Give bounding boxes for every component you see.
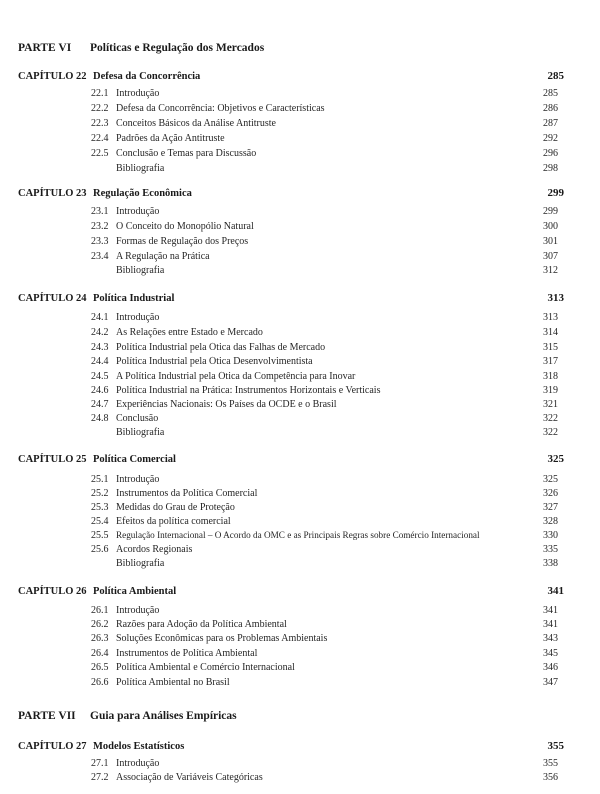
entry-title: A Política Industrial pela Ótica da Competência para Inovar (116, 371, 356, 382)
entry-title: Política Ambiental e Comércio Internacional (116, 662, 295, 673)
entry-title: Regulação Internacional – O Acordo da OMC e as Principais Regras sobre Comércio Internacional (116, 530, 480, 540)
entry-page: 346 (543, 662, 558, 673)
entry-title: Padrões da Ação Antitruste (116, 133, 225, 144)
entry-page: 322 (543, 413, 558, 424)
chapter-heading[interactable] (18, 585, 564, 597)
toc-entry[interactable] (91, 427, 558, 438)
part-title: Políticas e Regulação dos Mercados (90, 42, 265, 54)
toc-entry[interactable] (91, 385, 558, 396)
toc-entry[interactable] (91, 103, 558, 114)
entry-number: 24.7 (91, 399, 109, 410)
entry-title: Política Ambiental no Brasil (116, 677, 230, 688)
chapter-heading[interactable] (18, 70, 564, 82)
part-label: PARTE VI (18, 42, 72, 54)
chapter-page: 299 (547, 187, 564, 199)
toc-entry[interactable] (91, 163, 558, 174)
entry-page: 315 (543, 342, 558, 353)
entry-number: 24.3 (91, 342, 109, 353)
entry-page: 326 (543, 488, 558, 499)
entry-page: 299 (543, 206, 558, 217)
toc-entry[interactable] (91, 118, 558, 129)
entry-page: 341 (543, 619, 558, 630)
toc-entry[interactable] (91, 530, 558, 541)
entry-number: 26.5 (91, 662, 109, 673)
entry-title: Defesa da Concorrência: Objetivos e Características (116, 103, 325, 114)
toc-entry[interactable] (91, 662, 558, 673)
entry-number: 24.4 (91, 356, 109, 367)
toc-entry[interactable] (91, 758, 558, 769)
entry-page: 301 (543, 236, 558, 247)
entry-title: Bibliografia (116, 558, 165, 569)
entry-page: 285 (543, 88, 558, 99)
entry-title: Conclusão e Temas para Discussão (116, 148, 257, 159)
entry-page: 298 (543, 163, 558, 174)
entry-number: 23.1 (91, 206, 109, 217)
toc-entry[interactable] (91, 648, 558, 659)
entry-title: Política Industrial pela Ótica das Falhas de Mercado (116, 342, 326, 353)
toc-entry[interactable] (91, 544, 558, 555)
toc-entry[interactable] (91, 633, 558, 644)
chapter-page: 325 (547, 453, 564, 465)
chapter-page: 341 (547, 585, 564, 597)
toc-entry[interactable] (91, 206, 558, 217)
entry-number: 25.2 (91, 488, 109, 499)
entry-page: 300 (543, 221, 558, 232)
entry-page: 325 (543, 474, 558, 485)
entry-number: 22.5 (91, 148, 109, 159)
entry-title: As Relações entre Estado e Mercado (116, 327, 263, 338)
entry-title: Introdução (116, 88, 160, 99)
chapter-page: 285 (547, 70, 564, 82)
entry-title: Introdução (116, 474, 160, 485)
entry-title: Conclusão (116, 413, 159, 424)
entry-number: 22.4 (91, 133, 109, 144)
toc-entry[interactable] (91, 251, 558, 262)
entry-page: 286 (543, 103, 558, 114)
entry-page: 335 (543, 544, 558, 555)
chapter-label: CAPÍTULO 25 (18, 454, 87, 465)
chapter-label: CAPÍTULO 24 (18, 293, 87, 304)
toc-entry[interactable] (91, 677, 558, 688)
chapter-label: CAPÍTULO 23 (18, 188, 87, 199)
entry-page: 347 (543, 677, 558, 688)
chapter-title: Defesa da Concorrência (93, 71, 201, 82)
entry-title: Bibliografia (116, 427, 165, 438)
chapter-title: Política Ambiental (93, 586, 177, 597)
entry-number: 24.2 (91, 327, 109, 338)
entry-title: O Conceito do Monopólio Natural (116, 221, 254, 232)
entry-number: 25.1 (91, 474, 109, 485)
entry-title: Medidas do Grau de Proteção (116, 502, 235, 513)
chapter-title: Modelos Estatísticos (93, 741, 185, 752)
entry-number: 26.4 (91, 648, 109, 659)
entry-title: Política Industrial pela Ótica Desenvolvimentista (116, 356, 313, 367)
entry-number: 26.2 (91, 619, 109, 630)
entry-page: 317 (543, 356, 558, 367)
entry-number: 24.8 (91, 413, 109, 424)
entry-number: 25.3 (91, 502, 109, 513)
entry-page: 327 (543, 502, 558, 513)
part-heading (18, 42, 264, 54)
entry-page: 345 (543, 648, 558, 659)
entry-number: 22.1 (91, 88, 109, 99)
part-heading (18, 710, 237, 722)
entry-title: Conceitos Básicos da Análise Antitruste (116, 118, 276, 129)
entry-page: 321 (543, 399, 558, 410)
entry-title: A Regulação na Prática (116, 251, 210, 262)
entry-number: 24.1 (91, 312, 109, 323)
entry-title: Formas de Regulação dos Preços (116, 236, 249, 247)
chapter-page: 355 (547, 740, 564, 752)
entry-page: 341 (543, 605, 558, 616)
entry-page: 313 (543, 312, 558, 323)
toc-entry[interactable] (91, 413, 558, 424)
entry-number: 25.5 (91, 530, 109, 541)
entry-page: 314 (543, 327, 558, 338)
entry-page: 338 (543, 558, 558, 569)
toc-entry[interactable] (91, 772, 558, 783)
entry-number: 25.4 (91, 516, 109, 527)
toc-entry[interactable] (91, 221, 558, 232)
entry-title: Bibliografia (116, 265, 165, 276)
entry-number: 27.1 (91, 758, 109, 769)
toc-entry[interactable] (91, 133, 558, 144)
entry-number: 24.6 (91, 385, 109, 396)
entry-title: Associação de Variáveis Categóricas (116, 772, 263, 783)
entry-page: 318 (543, 371, 558, 382)
entry-title: Política Industrial na Prática: Instrumentos Horizontais e Verticais (116, 385, 381, 396)
entry-number: 23.2 (91, 221, 109, 232)
chapter-label: CAPÍTULO 22 (18, 71, 87, 82)
toc-entry[interactable] (91, 312, 558, 323)
entry-title: Introdução (116, 206, 160, 217)
entry-number: 27.2 (91, 772, 109, 783)
entry-page: 307 (543, 251, 558, 262)
toc-entry[interactable] (91, 356, 558, 367)
toc-entry[interactable] (91, 265, 558, 276)
chapter-page: 313 (547, 292, 564, 304)
toc-entry[interactable] (91, 371, 558, 382)
entry-page: 343 (543, 633, 558, 644)
entry-title: Razões para Adoção da Política Ambiental (116, 619, 287, 630)
toc-entry[interactable] (91, 327, 558, 338)
chapter-title: Política Industrial (93, 293, 175, 304)
entry-page: 319 (543, 385, 558, 396)
entry-number: 22.2 (91, 103, 109, 114)
entry-title: Introdução (116, 605, 160, 616)
entry-number: 22.3 (91, 118, 109, 129)
entry-title: Experiências Nacionais: Os Países da OCDE e o Brasil (116, 399, 337, 410)
chapter-heading[interactable] (18, 187, 564, 199)
entry-number: 23.4 (91, 251, 109, 262)
entry-title: Introdução (116, 312, 160, 323)
entry-title: Instrumentos de Política Ambiental (116, 648, 258, 659)
toc-entry[interactable] (91, 619, 558, 630)
chapter-label: CAPÍTULO 26 (18, 586, 87, 597)
entry-title: Acordos Regionais (116, 544, 193, 555)
toc-entry[interactable] (91, 148, 558, 159)
toc-entry[interactable] (91, 236, 558, 247)
chapter-heading[interactable] (18, 453, 564, 465)
entry-title: Efeitos da política comercial (116, 516, 231, 527)
entry-number: 23.3 (91, 236, 109, 247)
entry-page: 328 (543, 516, 558, 527)
toc-entry[interactable] (91, 502, 558, 513)
entry-number: 26.6 (91, 677, 109, 688)
chapter-title: Política Comercial (93, 454, 176, 465)
entry-number: 26.1 (91, 605, 109, 616)
entry-title: Introdução (116, 758, 160, 769)
entry-page: 322 (543, 427, 558, 438)
entry-page: 330 (543, 530, 558, 541)
toc-entry[interactable] (91, 558, 558, 569)
toc-entry[interactable] (91, 342, 558, 353)
entry-number: 25.6 (91, 544, 109, 555)
part-title: Guia para Análises Empíricas (90, 710, 237, 722)
chapter-title: Regulação Econômica (93, 188, 192, 199)
entry-page: 287 (543, 118, 558, 129)
entry-page: 312 (543, 265, 558, 276)
entry-title: Bibliografia (116, 163, 165, 174)
entry-number: 26.3 (91, 633, 109, 644)
entry-page: 355 (543, 758, 558, 769)
entry-number: 24.5 (91, 371, 109, 382)
toc-entry[interactable] (91, 516, 558, 527)
entry-page: 296 (543, 148, 558, 159)
toc-entry[interactable] (91, 474, 558, 485)
chapter-label: CAPÍTULO 27 (18, 741, 87, 752)
entry-page: 292 (543, 133, 558, 144)
entry-page: 356 (543, 772, 558, 783)
entry-title: Instrumentos da Política Comercial (116, 488, 258, 499)
chapter-heading[interactable] (18, 740, 564, 752)
toc-entry[interactable] (91, 605, 558, 616)
toc-entry[interactable] (91, 399, 558, 410)
toc-entry[interactable] (91, 88, 558, 99)
entry-title: Soluções Econômicas para os Problemas Ambientais (116, 633, 328, 644)
toc-entry[interactable] (91, 488, 558, 499)
chapter-heading[interactable] (18, 292, 564, 304)
part-label: PARTE VII (18, 710, 76, 722)
